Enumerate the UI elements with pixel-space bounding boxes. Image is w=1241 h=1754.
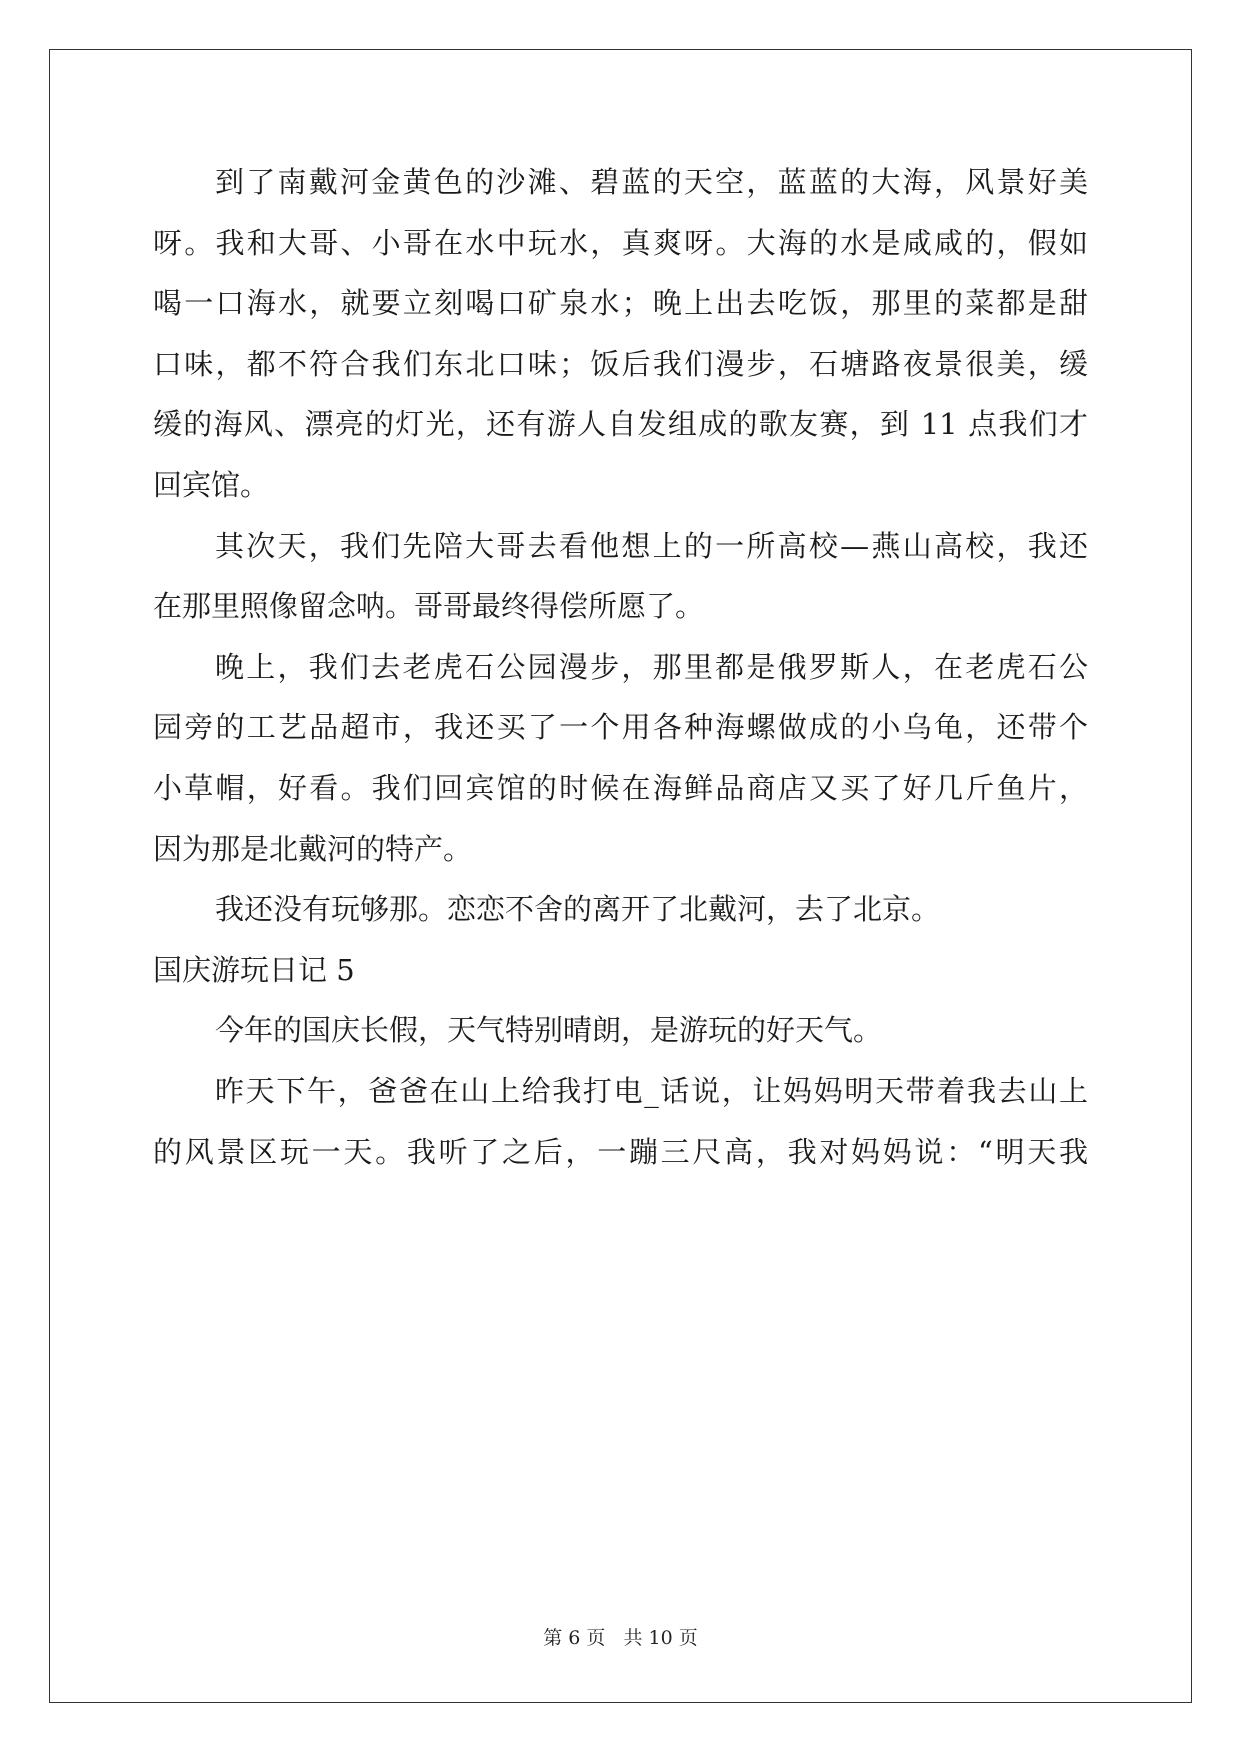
page-number: 第 6 页 xyxy=(543,1627,606,1649)
text-line-8: 在那里照像留念呐。哥哥最终得偿所愿了。 xyxy=(153,589,705,624)
text-line-11: 小草帽，好看。我们回宾馆的时候在海鲜品商店又买了好几斤鱼片， xyxy=(153,770,1088,805)
text-line-1: 到了南戴河金黄色的沙滩、碧蓝的天空，蓝蓝的大海，风景好美 xyxy=(215,165,1088,199)
page-total: 共 10 页 xyxy=(623,1627,698,1649)
text-line-10: 园旁的工艺品超市，我还买了一个用各种海螺做成的小乌龟，还带个 xyxy=(153,710,1088,745)
text-line-3: 喝一口海水，就要立刻喝口矿泉水；晚上出去吃饭，那里的菜都是甜 xyxy=(153,286,1088,321)
document-body xyxy=(153,162,1088,1192)
text-line-9: 晚上，我们去老虎石公园漫步，那里都是俄罗斯人，在老虎石公 xyxy=(215,649,1088,684)
text-line-4: 口味，都不符合我们东北口味；饭后我们漫步，石塘路夜景很美，缓 xyxy=(153,346,1088,381)
text-line-2: 呀。我和大哥、小哥在水中玩水，真爽呀。大海的水是咸咸的，假如 xyxy=(153,225,1088,260)
text-line-7: 其次天，我们先陪大哥去看他想上的一所高校—燕山高校，我还 xyxy=(215,528,1088,563)
text-line-12: 因为那是北戴河的特产。 xyxy=(153,831,473,866)
text-line-15: 今年的国庆长假，天气特别晴朗，是游玩的好天气。 xyxy=(215,1013,883,1048)
text-line-5: 缓的海风、漂亮的灯光，还有游人自发组成的歌友赛，到 11 点我们才 xyxy=(153,407,1088,442)
page-footer xyxy=(0,1623,1241,1650)
text-line-17: 的风景区玩一天。我听了之后，一蹦三尺高，我对妈妈说：“明天我 xyxy=(153,1134,1088,1169)
text-line-16: 昨天下午，爸爸在山上给我打电_话说，让妈妈明天带着我去山上 xyxy=(215,1073,1088,1108)
section-heading: 国庆游玩日记 5 xyxy=(153,952,355,987)
text-line-6: 回宾馆。 xyxy=(153,467,270,502)
text-line-13: 我还没有玩够那。恋恋不舍的离开了北戴河，去了北京。 xyxy=(215,892,941,927)
